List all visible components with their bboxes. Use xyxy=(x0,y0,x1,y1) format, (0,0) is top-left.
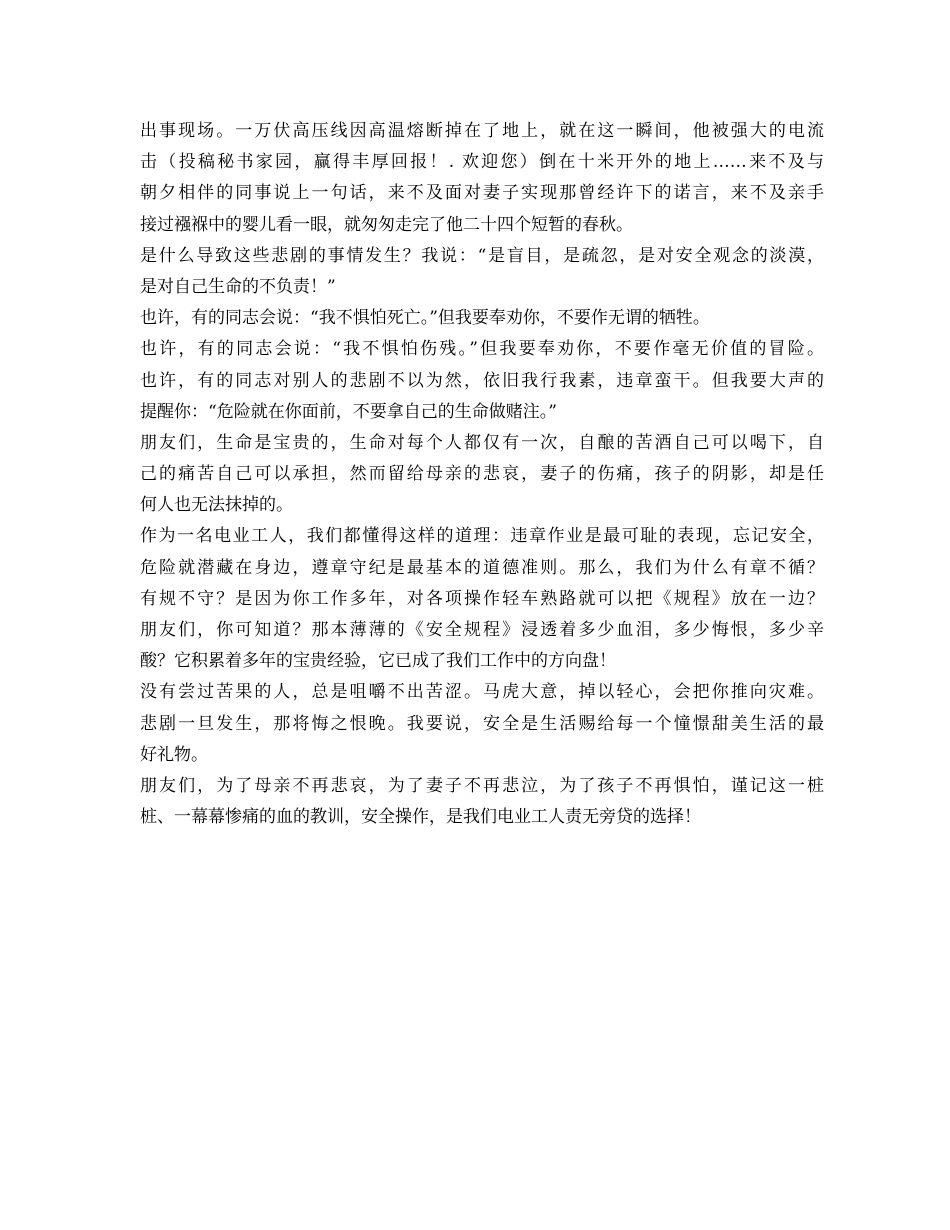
text-line: 桩、一幕幕惨痛的血的教训，安全操作，是我们电业工人责无旁贷的选择！ xyxy=(140,807,701,828)
text-line: 酸？它积累着多年的宝贵经验，它已成了我们工作中的方向盘！ xyxy=(140,651,616,672)
text-line: 提醒你：“危险就在你面前，不要拿自己的生命做赌注。” xyxy=(140,401,557,422)
text-line: 出事现场。一万伏高压线因高温熔断掉在了地上，就在这一瞬间，他被强大的电流 xyxy=(140,121,824,141)
text-line: 朋友们，为了母亲不再悲哀，为了妻子不再悲泣，为了孩子不再惧怕，谨记这一桩 xyxy=(140,775,824,796)
text-line: 何人也无法抹掉的。 xyxy=(140,495,293,516)
text-line: 也许，有的同志对别人的悲剧不以为然，依旧我行我素，违章蛮干。但我要大声的 xyxy=(140,370,824,391)
text-line: 接过襁褓中的婴儿看一眼，就匆匆走完了他二十四个短暂的春秋。 xyxy=(140,214,633,235)
text-line: 朋友们，生命是宝贵的，生命对每个人都仅有一次，自酿的苦酒自己可以喝下，自 xyxy=(140,432,824,453)
text-line: 危险就潜藏在身边，遵章守纪是最基本的道德准则。那么，我们为什么有章不循？ xyxy=(140,557,824,578)
text-line: 也许，有的同志会说：“我不惧怕伤残。”但我要奉劝你，不要作毫无价值的冒险。 xyxy=(140,339,824,360)
text-line: 朝夕相伴的同事说上一句话，来不及面对妻子实现那曾经许下的诺言，来不及亲手 xyxy=(140,183,824,204)
text-line: 击（投稿秘书家园，赢得丰厚回报！. 欢迎您）倒在十米开外的地上……来不及与 xyxy=(140,152,824,173)
text-line: 是对自己生命的不负责！” xyxy=(140,276,336,297)
text-line: 作为一名电业工人，我们都懂得这样的道理：违章作业是最可耻的表现，忘记安全， xyxy=(140,526,824,547)
text-line: 是什么导致这些悲剧的事情发生？我说：“是盲目，是疏忽，是对安全观念的淡漠， xyxy=(140,245,824,266)
text-line: 好礼物。 xyxy=(140,744,208,765)
text-line: 悲剧一旦发生，那将悔之恨晚。我要说，安全是生活赐给每一个憧憬甜美生活的最 xyxy=(140,713,824,734)
text-line: 也许，有的同志会说：“我不惧怕死亡。”但我要奉劝你，不要作无谓的牺牲。 xyxy=(140,308,710,329)
text-line: 己的痛苦自己可以承担，然而留给母亲的悲哀，妻子的伤痛，孩子的阴影，却是任 xyxy=(140,464,824,485)
text-line: 朋友们，你可知道？那本薄薄的《安全规程》浸透着多少血泪，多少悔恨，多少辛 xyxy=(140,620,824,640)
text-line: 没有尝过苦果的人，总是咀嚼不出苦涩。马虎大意，掉以轻心，会把你推向灾难。 xyxy=(140,682,824,703)
text-line: 有规不守？是因为你工作多年，对各项操作轻车熟路就可以把《规程》放在一边？ xyxy=(140,588,824,609)
body-text xyxy=(140,116,824,833)
